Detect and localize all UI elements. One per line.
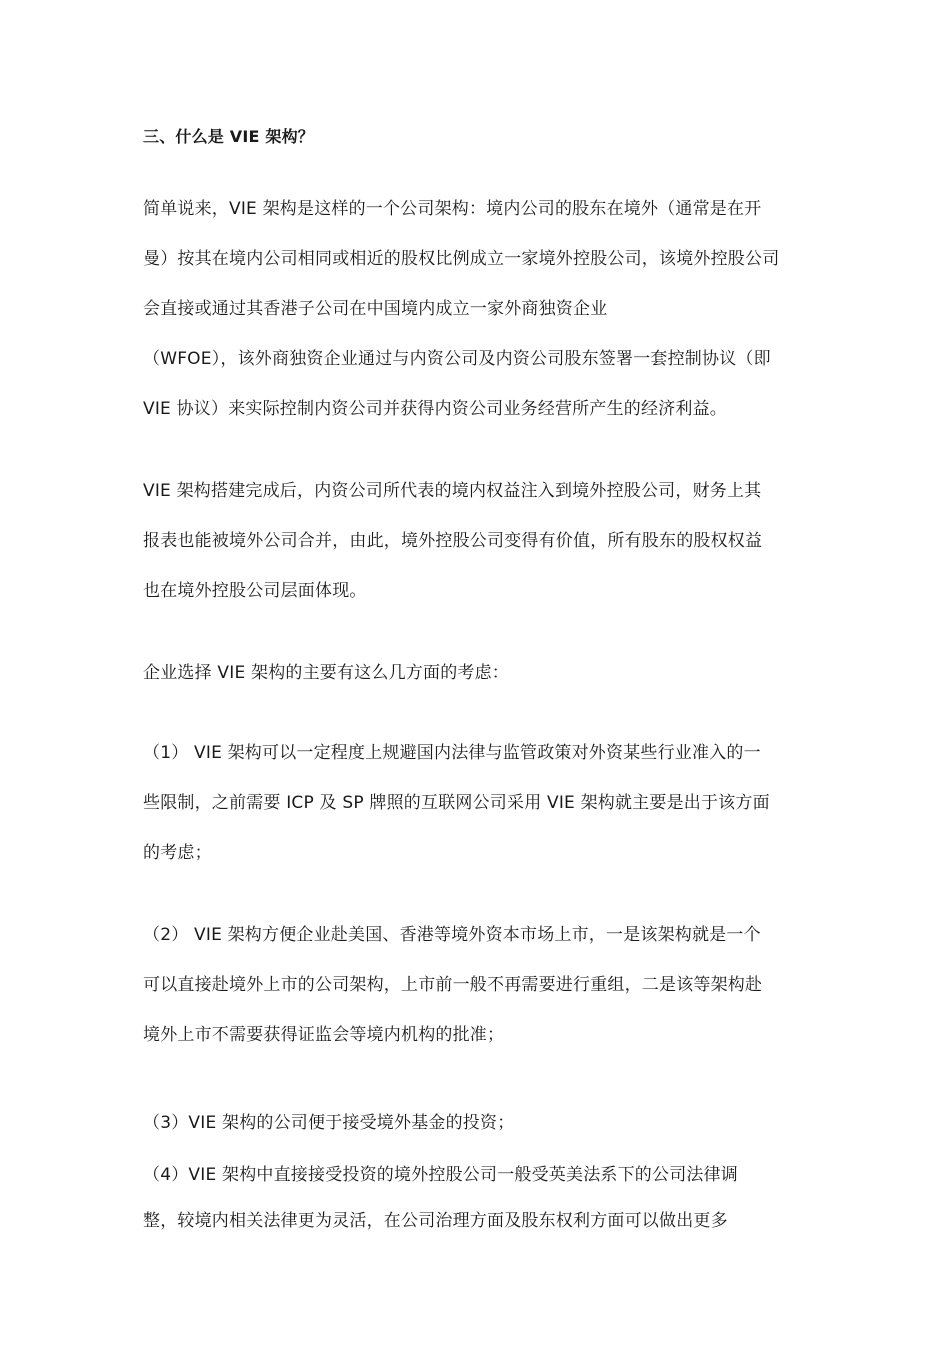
list-item-line: 的考虑； bbox=[143, 843, 212, 863]
list-item-line: 可以直接赴境外上市的公司架构，上市前一般不再需要进行重组，二是该等架构赴 bbox=[143, 975, 763, 995]
paragraph-line: （WFOE），该外商独资企业通过与内资公司及内资公司股东签署一套控制协议（即 bbox=[143, 349, 771, 369]
list-item-line: 境外上市不需要获得证监会等境内机构的批准； bbox=[143, 1025, 505, 1045]
paragraph-line: 企业选择 VIE 架构的主要有这么几方面的考虑： bbox=[143, 663, 509, 683]
list-item-line: （1） VIE 架构可以一定程度上规避国内法律与监管政策对外资某些行业准入的一 bbox=[143, 743, 761, 763]
paragraph-line: 曼）按其在境内公司相同或相近的股权比例成立一家境外控股公司，该境外控股公司 bbox=[143, 249, 780, 269]
list-item-line: （3）VIE 架构的公司便于接受境外基金的投资； bbox=[143, 1113, 515, 1133]
paragraph-line: 也在境外控股公司层面体现。 bbox=[143, 581, 367, 601]
list-item-line: 些限制，之前需要 ICP 及 SP 牌照的互联网公司采用 VIE 架构就主要是出于该方面 bbox=[143, 793, 770, 813]
paragraph-line: VIE 架构搭建完成后，内资公司所代表的境内权益注入到境外控股公司，财务上其 bbox=[143, 481, 762, 501]
paragraph-line: 简单说来，VIE 架构是这样的一个公司架构：境内公司的股东在境外（通常是在开 bbox=[143, 199, 762, 219]
paragraph-line: 会直接或通过其香港子公司在中国境内成立一家外商独资企业 bbox=[143, 299, 608, 319]
section-heading: 三、什么是 VIE 架构？ bbox=[143, 127, 315, 146]
list-item-line: （2） VIE 架构方便企业赴美国、香港等境外资本市场上市，一是该架构就是一个 bbox=[143, 925, 761, 945]
paragraph-line: 报表也能被境外公司合并，由此，境外控股公司变得有价值，所有股东的股权权益 bbox=[143, 531, 763, 551]
list-item-line: （4）VIE 架构中直接接受投资的境外控股公司一般受英美法系下的公司法律调 bbox=[143, 1165, 739, 1185]
list-item-line: 整，较境内相关法律更为灵活，在公司治理方面及股东权利方面可以做出更多 bbox=[143, 1211, 728, 1231]
paragraph-line: VIE 协议）来实际控制内资公司并获得内资公司业务经营所产生的经济利益。 bbox=[143, 399, 727, 419]
